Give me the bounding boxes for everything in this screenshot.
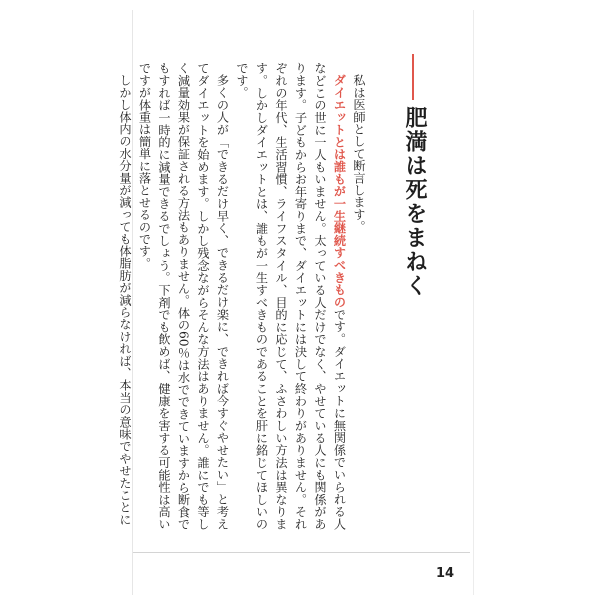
section-heading: 肥満は死をまねく [402,106,427,298]
footer-rule [133,552,470,553]
body-text [115,62,369,530]
paragraph-4: しかし体内の水分量が減っても体脂肪が減らなければ、本当の意味でやせたことに [118,74,132,526]
paragraph-2 [232,62,349,530]
heading-accent-rule [412,54,414,100]
paragraph-2-rest: です。ダイエットに無関係でいられる人などこの世に一人もいません。太っている人だけでなく、やせている人にも関係があります。子どもからお年寄りまで、ダイエットには決して終わりがありません。それぞれの年代、生活習慣、ライフスタイル、目的に応じて、ふさわしい方法は異なります。しかしダイエットとは、誰もが一生すべきものであることを肝に銘じてほしいのです。 [235,62,347,530]
highlighted-phrase: ダイエットとは誰もが一生継続すべきもの [332,74,347,309]
paragraph-3: 多くの人が「できるだけ早く、できるだけ楽に、できれば今すぐやせたい」と考えてダイエットを始めます。しかし残念ながらそんな方法はありません。誰にでも等しく減量効果が保証される方法もありません。体の60％は水でできていますから断食でもすれば一時的に減量できるでしょう。下剤でも飲めば、健康を害する可能性は高いですが体重は簡単に落とせるのです。 [137,62,230,530]
paragraph-1: 私は医師として断言します。 [352,74,366,233]
page-number: 14 [436,566,455,581]
